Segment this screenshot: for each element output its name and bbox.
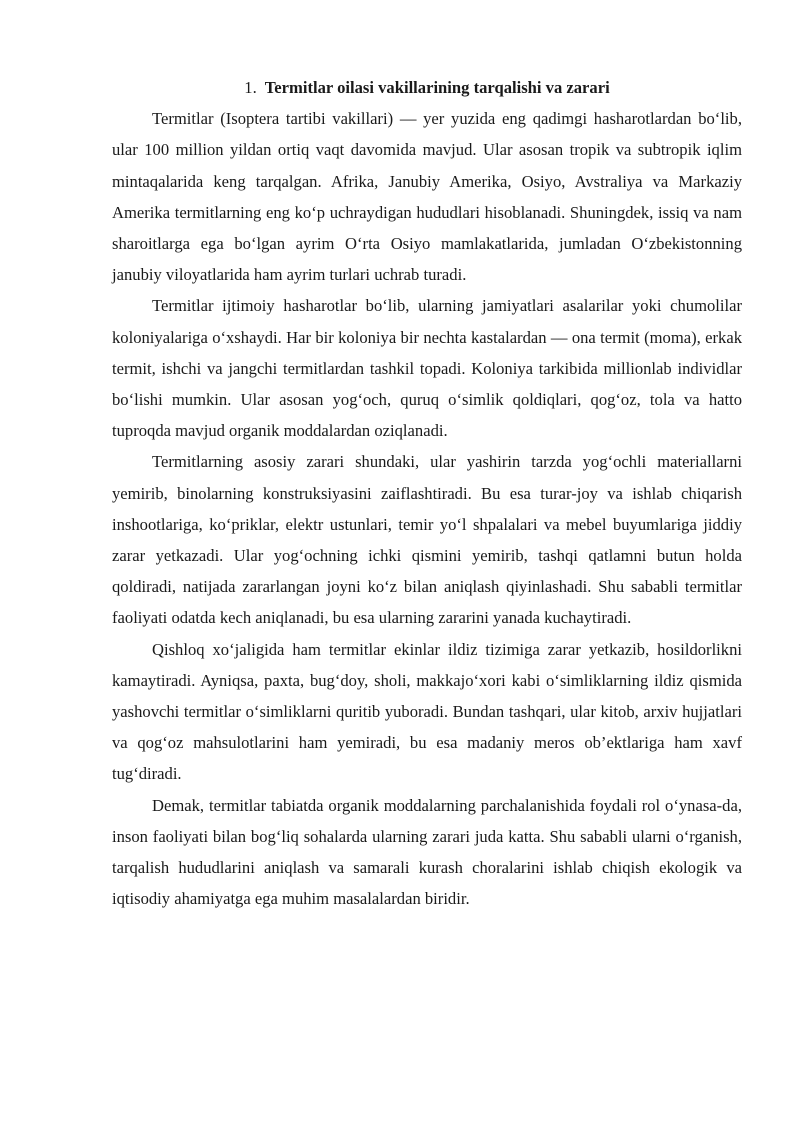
document-page	[112, 72, 742, 914]
section-title: Termitlar oilasi vakillarining tarqalishi va zarari	[264, 78, 610, 97]
section-number: 1.	[244, 78, 257, 97]
section-heading	[112, 72, 742, 103]
paragraph-damage-buildings: Termitlarning asosiy zarari shundaki, ular yashirin tarzda yog‘ochli materiallarni yemirib, binolarning konstruksiyasini zaiflashtiradi. Bu esa turar-joy va ishlab chiqarish inshootlariga, ko‘priklar, elektr ustunlari, temir yo‘l shpalalari va mebel buyumlariga jiddiy zarar yetkazadi. Ular yog‘ochning ichki qismini yemirib, tashqi qatlamni butun holda qoldiradi, natijada zararlangan joyni ko‘z bilan aniqlash qiyinlashadi. Shu sababli termitlar faoliyati odatda kech aniqlanadi, bu esa ularning zararini yanada kuchaytiradi.	[112, 452, 742, 628]
paragraph-social-structure: Termitlar ijtimoiy hasharotlar bo‘lib, ularning jamiyatlari asalarilar yoki chumolilar koloniyalariga o‘xshaydi. Har bir koloniya bir nechta kastalardan — ona termit (moma), erkak termit, ishchi va jangchi termitlardan tashkil topadi. Koloniya tarkibida millionlab individlar bo‘lishi mumkin. Ular asosan yog‘och, quruq o‘simlik qoldiqlari, qog‘oz, tola va hatto tuproqda mavjud organik moddalardan oziqlanadi.	[112, 296, 742, 441]
paragraph-damage-agriculture: Qishloq xo‘jaligida ham termitlar ekinlar ildiz tizimiga zarar yetkazib, hosildorlikni kamaytiradi. Ayniqsa, paxta, bug‘doy, sholi, makkajo‘xori kabi o‘simliklarning ildiz qismida yashovchi termitlar o‘simliklarni quritib yuboradi. Bundan tashqari, ular kitob, arxiv hujjatlari va qog‘oz mahsulotlarini ham yemiradi, bu esa madaniy meros ob’ektlariga ham xavf tug‘diradi.	[112, 639, 742, 784]
paragraph-conclusion: Demak, termitlar tabiatda organik moddalarning parchalanishida foydali rol o‘ynasa-da, inson faoliyati bilan bog‘liq sohalarda ularning zarari juda katta. Shu sababli ularni o‘rganish, tarqalish hududlarini aniqlash va samarali kurash choralarini ishlab chiqish ekologik va iqtisodiy ahamiyatga ega muhim masalalardan biridir.	[112, 795, 742, 909]
paragraph-distribution: Termitlar (Isoptera tartibi vakillari) — yer yuzida eng qadimgi hasharotlardan bo‘lib, ular 100 million yildan ortiq vaqt davomida mavjud. Ular asosan tropik va subtropik iqlim mintaqalarida keng tarqalgan. Afrika, Janubiy Amerika, Osiyo, Avstraliya va Markaziy Amerika termitlarning eng ko‘p uchraydigan hududlari hisoblanadi. Shuningdek, issiq va nam sharoitlarga ega bo‘lgan ayrim O‘rta Osiyo mamlakatlarida, jumladan O‘zbekistonning janubiy viloyatlarida ham ayrim turlari uchrab turadi.	[112, 109, 742, 285]
